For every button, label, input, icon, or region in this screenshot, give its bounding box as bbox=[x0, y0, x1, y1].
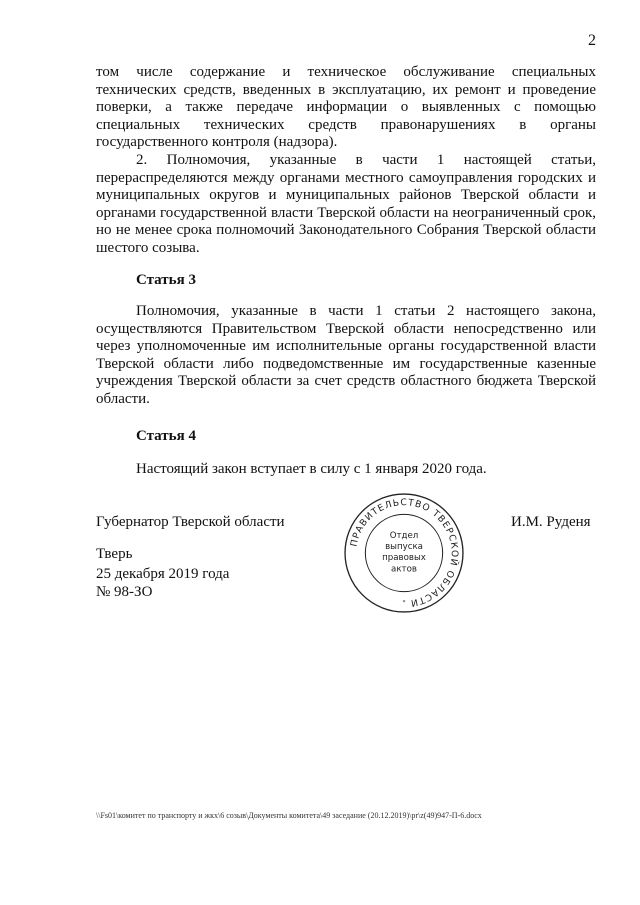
paragraph-article3: Полномочия, указанные в части 1 статьи 2 настоящего закона, осуществляются Правительством Тверской области непосредственно или через уполномоченные им исполнительные органы государственной власти Тверской области либо подведомственные им государственные казенные учреждения Тверской области за счет средств областного бюджета Тверской области. bbox=[96, 303, 596, 407]
official-stamp bbox=[343, 492, 465, 614]
law-number: № 98-ЗО bbox=[96, 584, 153, 600]
article-4-heading: Статья 4 bbox=[136, 428, 196, 444]
paragraph-continuation: том числе содержание и техническое обслуживание специальных технических средств, введенных в эксплуатацию, их ремонт и проведение поверки, а также передаче информации о выявленных с помощью специальных технических средств правонарушениях в органы государственного контроля (надзора). bbox=[96, 64, 596, 151]
stamp-line-3: правовых bbox=[382, 553, 426, 564]
governor-title: Губернатор Тверской области bbox=[96, 514, 285, 530]
paragraph-article2-part2: 2. Полномочия, указанные в части 1 настоящей статьи, перераспределяются между органами местного самоуправления городских и муниципальных округов и муниципальных районов Тверской области и органами государственной власти Тверской области на неограниченный срок, но не менее срока полномочий Законодательного Собрания Тверской области шестого созыва. bbox=[96, 152, 596, 256]
law-date: 25 декабря 2019 года bbox=[96, 566, 230, 582]
page-number: 2 bbox=[588, 32, 596, 49]
city: Тверь bbox=[96, 546, 133, 562]
svg-text:*: * bbox=[402, 599, 406, 606]
stamp-seal-icon bbox=[343, 492, 465, 614]
paragraph-article4: Настоящий закон вступает в силу с 1 января 2020 года. bbox=[136, 461, 487, 477]
stamp-line-4: актов bbox=[391, 564, 417, 575]
stamp-ring-text: ПРАВИТЕЛЬСТВО ТВЕРСКОЙ ОБЛАСТИ bbox=[349, 498, 459, 608]
stamp-line-1: Отдел bbox=[389, 530, 419, 541]
stamp-line-2: выпуска bbox=[385, 541, 423, 552]
article-3-heading: Статья 3 bbox=[136, 272, 196, 288]
document-file-path: \\Fs01\комитет по транспорту и жкх\6 созыв\Документы комитета\49 заседание (20.12.2019)\pr\z(49)947-П-6.docx bbox=[96, 811, 482, 820]
governor-name: И.М. Руденя bbox=[511, 514, 591, 530]
